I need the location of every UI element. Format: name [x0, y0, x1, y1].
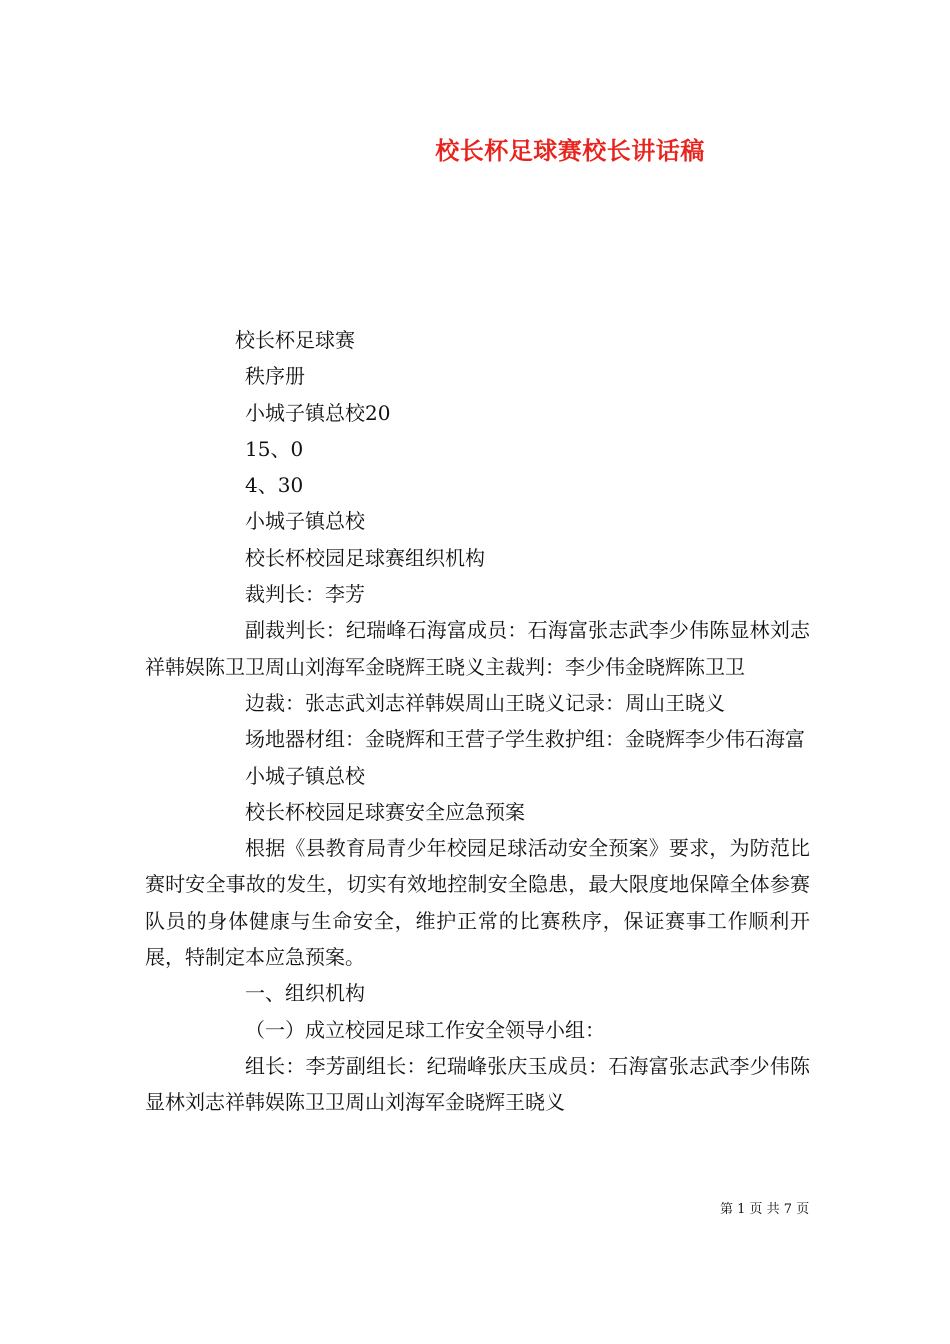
paragraph: 秩序册: [245, 364, 305, 389]
page-footer: 第 1 页 共 7 页: [720, 1202, 810, 1217]
document-title: 校长杯足球赛校长讲话稿: [435, 136, 705, 165]
paragraph: 校长杯校园足球赛安全应急预案: [245, 799, 525, 824]
document-body: [145, 322, 810, 1121]
paragraph: 15、0: [245, 436, 304, 461]
paragraph: 副裁判长：纪瑞峰石海富成员：石海富张志武李少伟陈显林刘志祥韩娱陈卫卫周山刘海军金晓辉王晓义主裁判：李少伟金晓辉陈卫卫: [145, 618, 810, 679]
paragraph: 裁判长：李芳: [245, 582, 365, 607]
paragraph: 边裁：张志武刘志祥韩娱周山王晓义记录：周山王晓义: [245, 690, 725, 715]
paragraph: 场地器材组：金晓辉和王营子学生救护组：金晓辉李少伟石海富: [245, 727, 805, 752]
paragraph: 根据《县教育局青少年校园足球活动安全预案》要求，为防范比赛时安全事故的发生，切实有效地控制安全隐患，最大限度地保障全体参赛队员的身体健康与生命安全，维护正常的比赛秩序，保证赛事工作顺利开展，特制定本应急预案。: [145, 836, 810, 970]
paragraph: 校长杯足球赛: [235, 328, 355, 352]
paragraph: 小城子镇总校: [245, 509, 365, 534]
paragraph: （一）成立校园足球工作安全领导小组：: [245, 1017, 605, 1042]
paragraph: 小城子镇总校20: [245, 400, 391, 425]
paragraph: 4、30: [245, 473, 304, 498]
paragraph: 组长：李芳副组长：纪瑞峰张庆玉成员：石海富张志武李少伟陈显林刘志祥韩娱陈卫卫周山刘海军金晓辉王晓义: [145, 1053, 810, 1115]
paragraph: 小城子镇总校: [245, 763, 365, 788]
paragraph: 校长杯校园足球赛组织机构: [245, 545, 485, 570]
paragraph: 一、组织机构: [245, 981, 365, 1006]
